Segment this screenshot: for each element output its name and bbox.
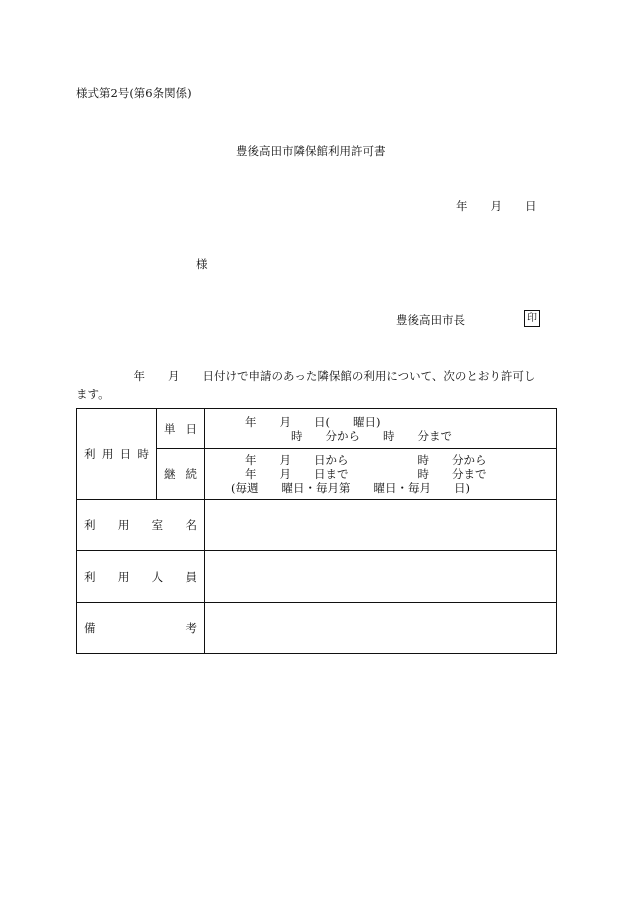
single-day-line2: 時 分から 時 分まで [245,428,452,443]
attendees-field[interactable] [205,551,557,603]
document-title: 豊後高田市隣保館利用許可書 [236,144,386,158]
remarks-label [77,603,205,654]
continuous-label [157,449,205,500]
remarks-char: 考 [185,621,197,635]
remarks-text [77,620,204,636]
table-row [77,409,557,449]
single-day-char: 単 [164,421,176,436]
continuous-line2: 年 月 日まで 時 分まで [245,467,487,481]
attendees-char: 員 [185,569,197,584]
continuous-cell [205,449,557,500]
table-row [77,500,557,551]
table-row [77,551,557,603]
room-name-field[interactable] [205,500,557,551]
attendees-char: 人 [151,569,164,584]
continuous-char: 続 [185,467,197,481]
room-name-char: 室 [151,518,164,532]
remarks-char: 備 [84,621,96,635]
body-text-line2: ます。 [76,387,110,401]
issuer-name: 豊後高田市長 [396,313,465,327]
addressee-suffix: 様 [196,257,208,271]
room-name-char: 用 [117,518,130,532]
attendees-label [77,551,205,603]
usage-datetime-char: 用 [101,447,114,461]
attendees-char: 利 [84,569,96,584]
continuous-char: 継 [164,467,176,481]
room-name-label [77,500,205,551]
single-day-line1: 年 月 日( 曜日) [245,414,381,429]
form-number: 様式第2号(第6条関係) [76,86,192,100]
usage-datetime-label [77,409,157,500]
room-name-char: 利 [84,518,96,532]
attendees-char: 用 [117,569,130,584]
continuous-text [157,466,204,482]
issue-date: 年 月 日 [456,199,537,213]
seal-mark: 印 [524,310,540,327]
body-text-line1: 年 月 日付けで申請のあった隣保館の利用について、次のとおり許可し [76,369,536,383]
permit-table [76,408,557,654]
room-name-char: 名 [185,518,197,532]
remarks-field[interactable] [205,603,557,654]
single-day-cell [205,409,557,449]
room-name-text [77,517,204,533]
continuous-line1: 年 月 日から 時 分から [245,453,487,467]
usage-datetime-char: 日 [119,447,132,461]
attendees-text [77,569,204,585]
usage-datetime-char: 時 [137,447,149,461]
continuous-line3: (毎週 曜日・毎月第 曜日・毎月 日) [231,481,470,495]
usage-datetime-text [77,446,156,462]
single-day-text [157,421,204,437]
table-row [77,603,557,654]
single-day-char: 日 [185,421,197,436]
usage-datetime-char: 利 [84,447,96,461]
single-day-label [157,409,205,449]
